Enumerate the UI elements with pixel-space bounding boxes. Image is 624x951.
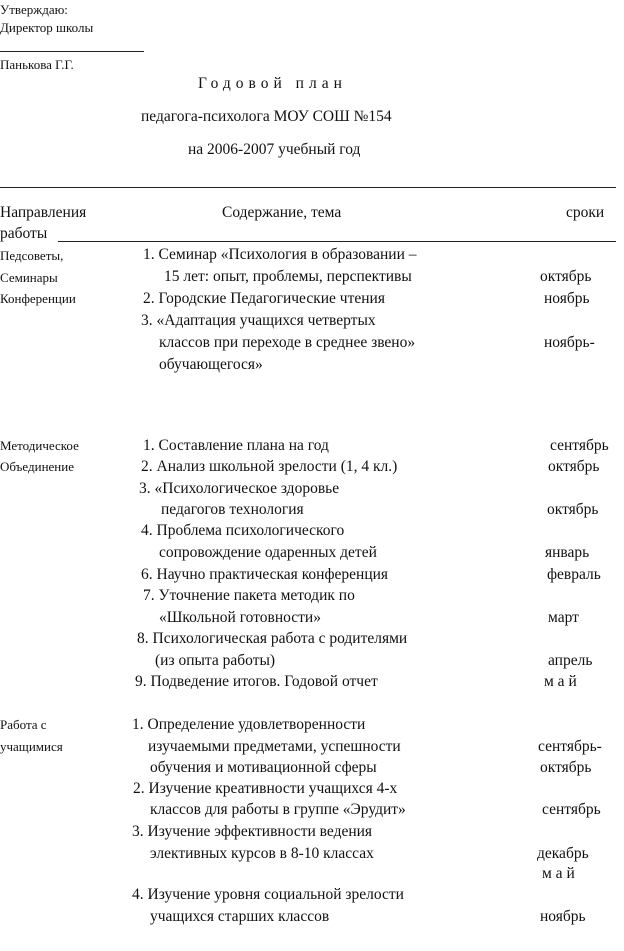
s2-item-4-line-1: 4. Проблема психологического (141, 522, 345, 539)
s1-item-1-term: октябрь (540, 268, 592, 285)
section-1-direction-1: Педсоветы, (0, 248, 64, 263)
s2-item-7-term: апрель (548, 652, 593, 669)
s2-item-4-line-2: сопровождение одаренных детей (159, 544, 377, 561)
s1-item-1-line-1: 1. Семинар «Психология в образовании – (143, 246, 417, 263)
s3-item-1-term-1: сентябрь- (538, 738, 602, 755)
s2-item-4-term: январь (545, 544, 590, 561)
s2-item-8-line-1: 9. Подведение итогов. Годовой отчет (135, 673, 378, 690)
section-2-direction-1: Методическое (0, 438, 79, 453)
s2-item-1-line-1: 1. Составление плана на год (143, 437, 329, 454)
header-direction-line-2: работы (0, 225, 48, 242)
header-terms: сроки (566, 204, 605, 221)
s3-item-3-term-2: м а й (542, 865, 575, 882)
s1-item-3-line-1: 3. «Адаптация учащихся четвертых (141, 312, 376, 329)
s2-item-7-line-1: 8. Психологическая работа с родителями (137, 630, 408, 647)
s2-item-5-line-1: 6. Научно практическая конференция (141, 566, 389, 583)
s3-item-2-line-2: классов для работы в группе «Эрудит» (150, 801, 406, 818)
s2-item-3-line-2: педагогов технология (161, 501, 304, 518)
s3-item-1-line-1: 1. Определение удовлетворенности (132, 716, 366, 733)
s1-item-1-line-2: 15 лет: опыт, проблемы, перспективы (164, 268, 412, 285)
signature-line (0, 51, 144, 52)
s2-item-6-line-1: 7. Уточнение пакета методик по (143, 587, 355, 604)
s2-item-3-line-1: 3. «Психологическое здоровье (139, 480, 340, 497)
approval-line-2: Директор школы (0, 20, 94, 35)
s3-item-2-line-1: 2. Изучение креативности учащихся 4-х (133, 780, 398, 797)
s3-item-3-term-1: декабрь (537, 845, 589, 862)
s1-item-2-line-1: 2. Городские Педагогические чтения (143, 290, 385, 307)
s3-item-3-line-1: 3. Изучение эффективности ведения (132, 823, 373, 840)
s2-item-8-term: м а й (544, 673, 577, 690)
plan-year: на 2006-2007 учебный год (188, 141, 361, 158)
s3-item-4-line-2: учащихся старших классов (150, 908, 330, 925)
plan-subtitle: педагога-психолога МОУ СОШ №154 (141, 108, 392, 125)
s1-item-2-term: ноябрь (544, 290, 590, 307)
s2-item-5-term: февраль (547, 566, 601, 583)
section-3-direction-2: учащимися (0, 739, 63, 754)
s2-item-1-term: сентябрь (550, 437, 609, 454)
approval-name: Панькова Г.Г. (0, 57, 74, 72)
s2-item-2-term: октябрь (548, 458, 600, 475)
s2-item-6-term: март (548, 609, 579, 626)
s3-item-4-line-1: 4. Изучение уровня социальной зрелости (132, 886, 404, 903)
approval-line-1: Утверждаю: (0, 2, 68, 17)
s3-item-4-term: ноябрь (540, 908, 586, 925)
s3-item-1-line-3: обучения и мотивационной сферы (150, 759, 377, 776)
s1-item-3-line-2: классов при переходе в среднее звено» (159, 334, 416, 351)
section-3-direction-1: Работа с (0, 717, 47, 732)
table-top-rule (0, 187, 616, 188)
section-2-direction-2: Объединение (0, 459, 74, 474)
s2-item-3-term: октябрь (547, 501, 599, 518)
s2-item-6-line-2: «Школьной готовности» (159, 609, 321, 626)
s2-item-7-line-2: (из опыта работы) (155, 652, 276, 669)
section-1-direction-3: Конференции (0, 291, 76, 306)
s3-item-1-term-2: октябрь (540, 759, 592, 776)
s3-item-3-line-2: элективных курсов в 8-10 классах (150, 845, 374, 862)
header-bottom-rule (58, 241, 616, 242)
header-content: Содержание, тема (222, 204, 342, 221)
s3-item-2-term: сентябрь (542, 801, 601, 818)
s1-item-3-line-3: обучающегося» (159, 356, 263, 373)
s2-item-2-line-1: 2. Анализ школьной зрелости (1, 4 кл.) (141, 458, 398, 475)
plan-heading: Годовой план (198, 75, 347, 92)
s3-item-1-line-2: изучаемыми предметами, успешности (148, 738, 401, 755)
header-direction-line-1: Направления (0, 204, 87, 221)
s1-item-3-term: ноябрь- (544, 334, 595, 351)
section-1-direction-2: Семинары (0, 270, 58, 285)
